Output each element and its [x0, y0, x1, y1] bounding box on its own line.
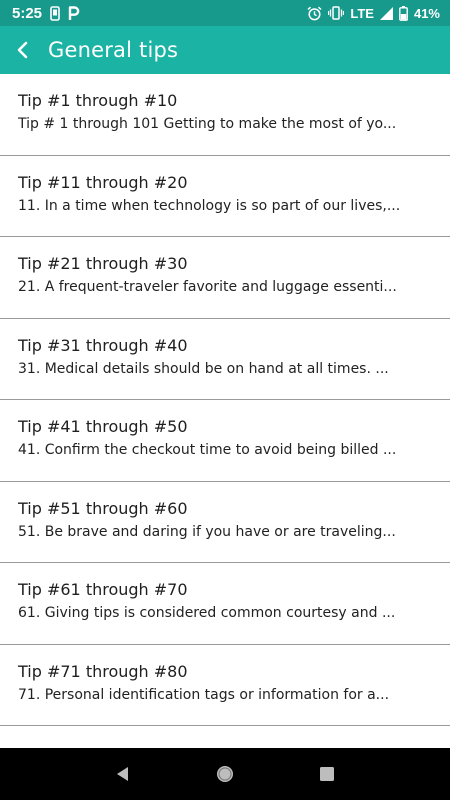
tip-preview: 51. Be brave and daring if you have or are traveling...: [18, 523, 396, 540]
page-title: General tips: [48, 38, 179, 62]
alarm-icon: [307, 6, 322, 21]
vibrate-icon: [328, 6, 344, 20]
tip-preview: 21. A frequent-traveler favorite and luggage essenti...: [18, 279, 397, 295]
tip-title: Tip #31 through #40: [18, 335, 188, 355]
network-label: LTE: [350, 5, 374, 21]
parking-p-icon: [68, 6, 80, 21]
tip-preview: 41. Confirm the checkout time to avoid being billed ...: [18, 442, 397, 458]
status-time: 5:25: [12, 4, 43, 22]
list-item[interactable]: [0, 400, 450, 482]
list-item[interactable]: [0, 645, 450, 727]
nav-home-button[interactable]: [203, 752, 247, 796]
tip-preview: 61. Giving tips is considered common courtesy and ...: [18, 605, 396, 621]
list-item[interactable]: [0, 319, 450, 401]
status-bar: [0, 0, 450, 26]
tip-preview: Tip # 1 through 101 Getting to make the most of yo...: [18, 116, 397, 132]
status-right: [307, 6, 440, 21]
back-button[interactable]: [0, 26, 44, 74]
tip-title: Tip #21 through #30: [18, 254, 188, 273]
tip-title: Tip #1 through #10: [18, 91, 178, 110]
app-bar: [0, 26, 450, 74]
status-left: [12, 5, 80, 22]
nav-recents-button[interactable]: [305, 752, 349, 796]
list-item[interactable]: [0, 74, 450, 156]
phone-icon: [50, 6, 60, 21]
battery-icon: [399, 6, 408, 21]
list-item[interactable]: [0, 482, 450, 564]
tip-title: Tip #41 through #50: [18, 417, 188, 436]
tip-title: Tip #71 through #80: [18, 661, 188, 681]
tip-title: Tip #51 through #60: [18, 498, 188, 518]
list-item[interactable]: [0, 156, 450, 238]
square-recents-icon: [319, 766, 335, 782]
tip-title: Tip #11 through #20: [18, 172, 188, 192]
circle-home-icon: [215, 764, 235, 784]
list-item[interactable]: [0, 237, 450, 319]
battery-percent: 41%: [413, 5, 440, 21]
list-item[interactable]: [0, 726, 450, 748]
signal-icon: [380, 7, 393, 20]
tip-preview: 71. Personal identification tags or information for a...: [18, 686, 390, 703]
chevron-left-icon: [15, 41, 29, 59]
nav-back-button[interactable]: [101, 752, 145, 796]
system-nav-bar: [0, 748, 450, 800]
tip-title: Tip #61 through #70: [18, 580, 188, 599]
tips-list[interactable]: [0, 74, 450, 748]
tip-preview: 11. In a time when technology is so part of our lives,...: [18, 197, 401, 214]
triangle-back-icon: [114, 765, 132, 783]
tip-preview: 31. Medical details should be on hand at all times. ...: [18, 360, 389, 377]
list-item[interactable]: [0, 563, 450, 645]
